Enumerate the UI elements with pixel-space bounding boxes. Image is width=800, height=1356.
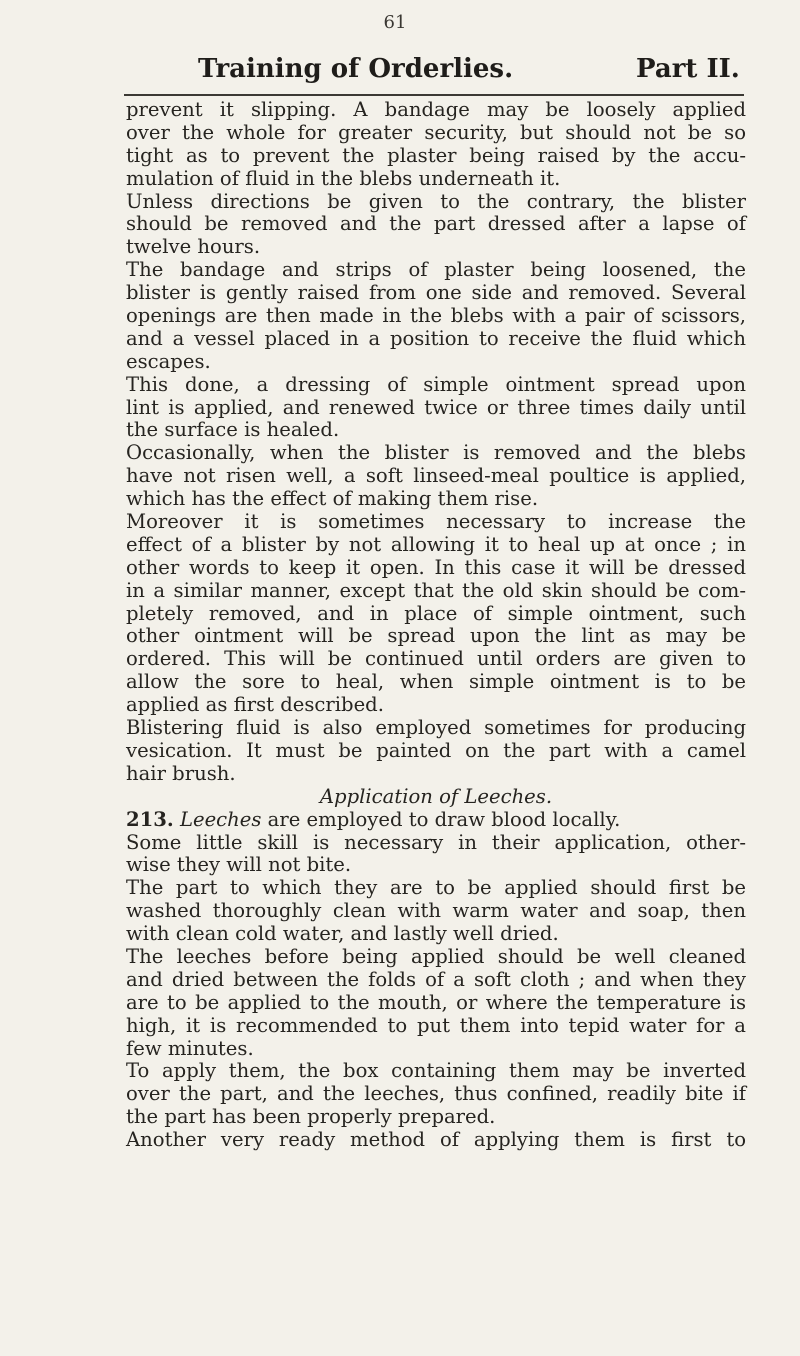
- text-line: prevent it slipping. A bandage may be loosely applied: [126, 98, 746, 121]
- section-number: 213.: [126, 807, 174, 831]
- text-line: few minutes.: [126, 1036, 254, 1060]
- text-line: The part to which they are to be applied should first be: [126, 876, 746, 900]
- text-line: over the whole for greater security, but should not be so: [126, 120, 746, 144]
- text-line: high, it is recommended to put them into tepid water for a: [126, 1013, 746, 1037]
- text-line: escapes.: [126, 349, 211, 373]
- running-part: Part II.: [636, 54, 740, 84]
- text-line: blister is gently raised from one side and removed. Several: [126, 281, 746, 305]
- text-block-leeches: [126, 832, 746, 1152]
- section-first-line: [126, 809, 746, 832]
- text-line: and a vessel placed in a position to receive the fluid which: [126, 326, 746, 350]
- text-line: Unless directions be given to the contrary, the blister: [126, 189, 746, 213]
- text-line: washed thoroughly clean with warm water and soap, then: [126, 899, 746, 923]
- text-line: and dried between the folds of a soft cloth ; and when they: [126, 967, 746, 991]
- text-line: Another very ready method of applying them is first to: [126, 1128, 746, 1152]
- text-line: pletely removed, and in place of simple ointment, such: [126, 601, 746, 625]
- text-line: other ointment will be spread upon the lint as may be: [126, 624, 746, 648]
- text-line: vesication. It must be painted on the part with a camel: [126, 738, 746, 762]
- text-line: twelve hours.: [126, 235, 261, 259]
- text-line: the surface is healed.: [126, 418, 340, 442]
- text-line: Occasionally, when the blister is removed and the blebs: [126, 441, 746, 465]
- text-line: the part has been properly prepared.: [126, 1105, 496, 1129]
- text-line: The leeches before being applied should be well cleaned: [126, 944, 746, 968]
- text-line: tight as to prevent the plaster being raised by the accu-: [126, 143, 746, 167]
- section-first-line-rest: are employed to draw blood locally.: [261, 807, 621, 831]
- text-line: ordered. This will be continued until orders are given to: [126, 647, 746, 671]
- text-line: Blistering fluid is also employed sometimes for producing: [126, 716, 746, 740]
- text-line: effect of a blister by not allowing it to heal up at once ; in: [126, 532, 746, 556]
- text-line: mulation of fluid in the blebs underneath it.: [126, 166, 561, 190]
- text-line: wise they will not bite.: [126, 853, 352, 877]
- text-line: are to be applied to the mouth, or where the temperature is: [126, 990, 746, 1014]
- text-line: openings are then made in the blebs with a pair of scissors,: [126, 304, 746, 328]
- section-heading: Application of Leeches.: [319, 784, 553, 808]
- text-line: over the part, and the leeches, thus confined, readily bite if: [126, 1082, 746, 1106]
- running-title: Training of Orderlies.: [198, 54, 514, 84]
- text-line: have not risen well, a soft linseed-meal poultice is applied,: [126, 464, 746, 488]
- text-line: hair brush.: [126, 761, 236, 785]
- section-keyword: Leeches: [179, 807, 262, 831]
- text-line: Some little skill is necessary in their application, other-: [126, 830, 746, 854]
- page-number: 61: [383, 12, 407, 33]
- text-line: with clean cold water, and lastly well dried.: [126, 922, 559, 946]
- text-line: The bandage and strips of plaster being loosened, the: [126, 258, 746, 282]
- page-body: [126, 99, 746, 1152]
- header-rule: [124, 94, 744, 96]
- text-line: Moreover it is sometimes necessary to increase the: [126, 510, 746, 534]
- text-block-blisters: [126, 99, 746, 786]
- text-line: lint is applied, and renewed twice or three times daily until: [126, 395, 746, 419]
- text-line: This done, a dressing of simple ointment spread upon: [126, 372, 746, 396]
- text-line: applied as first described.: [126, 693, 384, 717]
- text-line: To apply them, the box containing them may be inverted: [126, 1059, 746, 1083]
- text-line: in a similar manner, except that the old skin should be com-: [126, 578, 746, 602]
- text-line: other words to keep it open. In this case it will be dressed: [126, 555, 746, 579]
- text-line: allow the sore to heal, when simple ointment is to be: [126, 670, 746, 694]
- text-line: which has the effect of making them rise.: [126, 487, 539, 511]
- text-line: should be removed and the part dressed after a lapse of: [126, 212, 746, 236]
